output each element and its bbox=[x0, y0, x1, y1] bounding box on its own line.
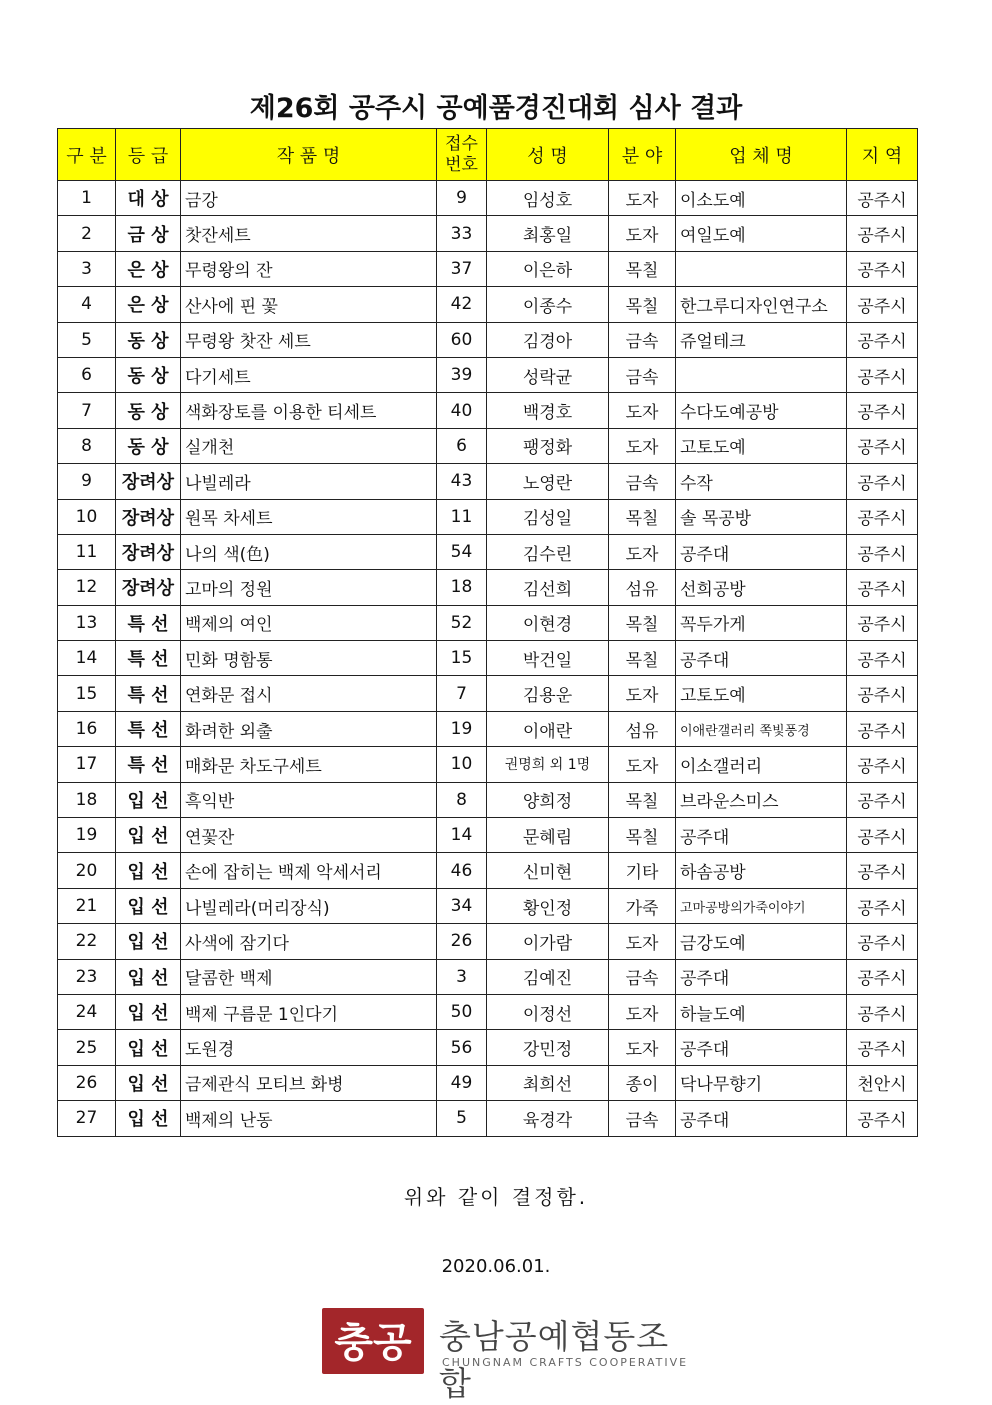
row-field: 목칠 bbox=[609, 818, 676, 853]
row-name: 노영란 bbox=[487, 464, 609, 499]
table-row bbox=[58, 534, 918, 569]
row-work: 실개천 bbox=[181, 428, 437, 463]
row-field: 도자 bbox=[609, 181, 676, 216]
row-field: 도자 bbox=[609, 994, 676, 1029]
col-header-company: 업 체 명 bbox=[676, 129, 847, 181]
row-region: 공주시 bbox=[847, 499, 918, 534]
row-company: 수다도예공방 bbox=[676, 393, 847, 428]
table-row bbox=[58, 322, 918, 357]
row-field: 도자 bbox=[609, 924, 676, 959]
row-field: 목칠 bbox=[609, 641, 676, 676]
row-work: 화려한 외출 bbox=[181, 711, 437, 746]
row-entry: 39 bbox=[437, 357, 487, 392]
document-date: 2020.06.01. bbox=[441, 1256, 551, 1277]
row-grade: 입 선 bbox=[116, 782, 181, 817]
row-work: 백제의 여인 bbox=[181, 605, 437, 640]
table-row bbox=[58, 357, 918, 392]
table-row bbox=[58, 464, 918, 499]
row-company: 공주대 bbox=[676, 534, 847, 569]
row-no: 14 bbox=[58, 641, 116, 676]
table-row bbox=[58, 216, 918, 251]
row-entry: 43 bbox=[437, 464, 487, 499]
row-field: 도자 bbox=[609, 216, 676, 251]
row-name: 팽정화 bbox=[487, 428, 609, 463]
table-header-row bbox=[58, 129, 918, 181]
row-entry: 54 bbox=[437, 534, 487, 569]
row-no: 16 bbox=[58, 711, 116, 746]
row-field: 도자 bbox=[609, 534, 676, 569]
row-field: 도자 bbox=[609, 1030, 676, 1065]
row-company: 공주대 bbox=[676, 641, 847, 676]
row-work: 나빌레라(머리장식) bbox=[181, 888, 437, 923]
col-header-name: 성 명 bbox=[487, 129, 609, 181]
row-no: 17 bbox=[58, 747, 116, 782]
row-company bbox=[676, 251, 847, 286]
row-no: 11 bbox=[58, 534, 116, 569]
row-company: 공주대 bbox=[676, 959, 847, 994]
row-region: 공주시 bbox=[847, 853, 918, 888]
row-region: 공주시 bbox=[847, 216, 918, 251]
row-field: 도자 bbox=[609, 393, 676, 428]
org-logo-icon bbox=[322, 1308, 424, 1374]
row-entry: 6 bbox=[437, 428, 487, 463]
row-no: 2 bbox=[58, 216, 116, 251]
org-name-english: CHUNGNAM CRAFTS COOPERATIVE bbox=[442, 1356, 689, 1369]
col-header-region: 지 역 bbox=[847, 129, 918, 181]
row-field: 목칠 bbox=[609, 499, 676, 534]
row-name: 강민정 bbox=[487, 1030, 609, 1065]
row-grade: 입 선 bbox=[116, 1030, 181, 1065]
row-region: 공주시 bbox=[847, 924, 918, 959]
table-row bbox=[58, 1065, 918, 1100]
row-work: 민화 명함통 bbox=[181, 641, 437, 676]
row-region: 공주시 bbox=[847, 357, 918, 392]
row-field: 목칠 bbox=[609, 251, 676, 286]
row-name: 양희정 bbox=[487, 782, 609, 817]
row-field: 금속 bbox=[609, 1101, 676, 1136]
row-no: 6 bbox=[58, 357, 116, 392]
row-grade: 입 선 bbox=[116, 924, 181, 959]
row-name: 문혜림 bbox=[487, 818, 609, 853]
col-header-grade: 등 급 bbox=[116, 129, 181, 181]
row-grade: 입 선 bbox=[116, 818, 181, 853]
row-work: 무령왕의 잔 bbox=[181, 251, 437, 286]
row-grade: 특 선 bbox=[116, 676, 181, 711]
row-region: 공주시 bbox=[847, 287, 918, 322]
table-row bbox=[58, 499, 918, 534]
row-grade: 동 상 bbox=[116, 393, 181, 428]
row-name: 김선희 bbox=[487, 570, 609, 605]
col-header-no: 구 분 bbox=[58, 129, 116, 181]
row-entry: 7 bbox=[437, 676, 487, 711]
org-signature bbox=[322, 1308, 702, 1403]
org-logo-text: 충공 bbox=[334, 1320, 412, 1366]
row-grade: 장려상 bbox=[116, 464, 181, 499]
row-grade: 특 선 bbox=[116, 641, 181, 676]
row-company: 쥬얼테크 bbox=[676, 322, 847, 357]
row-no: 20 bbox=[58, 853, 116, 888]
row-name: 최희선 bbox=[487, 1065, 609, 1100]
row-no: 25 bbox=[58, 1030, 116, 1065]
table-row bbox=[58, 605, 918, 640]
row-field: 종이 bbox=[609, 1065, 676, 1100]
row-field: 목칠 bbox=[609, 605, 676, 640]
row-grade: 동 상 bbox=[116, 357, 181, 392]
row-name: 황인정 bbox=[487, 888, 609, 923]
row-entry: 37 bbox=[437, 251, 487, 286]
closing-statement: 위와 같이 결정함. bbox=[403, 1185, 589, 1209]
row-work: 다기세트 bbox=[181, 357, 437, 392]
row-name: 박건일 bbox=[487, 641, 609, 676]
row-grade: 입 선 bbox=[116, 853, 181, 888]
row-no: 15 bbox=[58, 676, 116, 711]
row-region: 공주시 bbox=[847, 711, 918, 746]
row-name: 이정선 bbox=[487, 994, 609, 1029]
table-row bbox=[58, 711, 918, 746]
row-grade: 특 선 bbox=[116, 605, 181, 640]
row-entry: 42 bbox=[437, 287, 487, 322]
row-name: 이현경 bbox=[487, 605, 609, 640]
row-company: 공주대 bbox=[676, 1101, 847, 1136]
row-region: 공주시 bbox=[847, 251, 918, 286]
row-no: 10 bbox=[58, 499, 116, 534]
row-entry: 9 bbox=[437, 181, 487, 216]
row-region: 공주시 bbox=[847, 464, 918, 499]
row-company: 브라운스미스 bbox=[676, 782, 847, 817]
row-work: 흑익반 bbox=[181, 782, 437, 817]
row-no: 1 bbox=[58, 181, 116, 216]
row-company: 한그루디자인연구소 bbox=[676, 287, 847, 322]
table-row bbox=[58, 853, 918, 888]
col-header-entry bbox=[437, 129, 487, 181]
row-region: 공주시 bbox=[847, 393, 918, 428]
row-region: 공주시 bbox=[847, 959, 918, 994]
row-region: 공주시 bbox=[847, 994, 918, 1029]
row-no: 22 bbox=[58, 924, 116, 959]
row-region: 공주시 bbox=[847, 1101, 918, 1136]
row-name: 신미현 bbox=[487, 853, 609, 888]
row-entry: 52 bbox=[437, 605, 487, 640]
row-name: 최홍일 bbox=[487, 216, 609, 251]
row-work: 산사에 핀 꽃 bbox=[181, 287, 437, 322]
row-grade: 장려상 bbox=[116, 570, 181, 605]
row-field: 섬유 bbox=[609, 570, 676, 605]
row-company: 여일도예 bbox=[676, 216, 847, 251]
row-no: 24 bbox=[58, 994, 116, 1029]
row-entry: 49 bbox=[437, 1065, 487, 1100]
row-work: 나빌레라 bbox=[181, 464, 437, 499]
row-name: 김예진 bbox=[487, 959, 609, 994]
row-grade: 은 상 bbox=[116, 251, 181, 286]
row-entry: 3 bbox=[437, 959, 487, 994]
row-grade: 특 선 bbox=[116, 711, 181, 746]
row-no: 21 bbox=[58, 888, 116, 923]
table-row bbox=[58, 570, 918, 605]
row-no: 5 bbox=[58, 322, 116, 357]
row-region: 공주시 bbox=[847, 818, 918, 853]
row-work: 원목 차세트 bbox=[181, 499, 437, 534]
row-name: 이종수 bbox=[487, 287, 609, 322]
row-grade: 장려상 bbox=[116, 499, 181, 534]
row-region: 공주시 bbox=[847, 676, 918, 711]
row-company: 공주대 bbox=[676, 818, 847, 853]
row-grade: 금 상 bbox=[116, 216, 181, 251]
row-entry: 19 bbox=[437, 711, 487, 746]
row-grade: 동 상 bbox=[116, 322, 181, 357]
table-row bbox=[58, 888, 918, 923]
row-region: 공주시 bbox=[847, 747, 918, 782]
row-field: 도자 bbox=[609, 428, 676, 463]
col-header-entry-line1: 접수 bbox=[445, 133, 478, 154]
row-name: 이가람 bbox=[487, 924, 609, 959]
table-row bbox=[58, 959, 918, 994]
row-grade: 입 선 bbox=[116, 888, 181, 923]
row-company bbox=[676, 357, 847, 392]
row-grade: 입 선 bbox=[116, 1101, 181, 1136]
row-name: 성락균 bbox=[487, 357, 609, 392]
row-no: 7 bbox=[58, 393, 116, 428]
row-work: 연꽃잔 bbox=[181, 818, 437, 853]
row-work: 도원경 bbox=[181, 1030, 437, 1065]
row-name: 이애란 bbox=[487, 711, 609, 746]
row-work: 손에 잡히는 백제 악세서리 bbox=[181, 853, 437, 888]
row-no: 8 bbox=[58, 428, 116, 463]
row-name: 임성호 bbox=[487, 181, 609, 216]
row-work: 색화장토를 이용한 티세트 bbox=[181, 393, 437, 428]
row-region: 천안시 bbox=[847, 1065, 918, 1100]
table-row bbox=[58, 747, 918, 782]
table-row bbox=[58, 924, 918, 959]
row-work: 고마의 정원 bbox=[181, 570, 437, 605]
row-region: 공주시 bbox=[847, 534, 918, 569]
row-grade: 입 선 bbox=[116, 994, 181, 1029]
row-company: 꼭두가게 bbox=[676, 605, 847, 640]
row-company: 선희공방 bbox=[676, 570, 847, 605]
row-work: 달콤한 백제 bbox=[181, 959, 437, 994]
row-region: 공주시 bbox=[847, 428, 918, 463]
row-entry: 56 bbox=[437, 1030, 487, 1065]
row-work: 금강 bbox=[181, 181, 437, 216]
row-company: 닥나무향기 bbox=[676, 1065, 847, 1100]
row-company: 수작 bbox=[676, 464, 847, 499]
table-row bbox=[58, 428, 918, 463]
row-no: 27 bbox=[58, 1101, 116, 1136]
row-entry: 33 bbox=[437, 216, 487, 251]
row-work: 매화문 차도구세트 bbox=[181, 747, 437, 782]
page-title: 제26회 공주시 공예품경진대회 심사 결과 bbox=[249, 93, 743, 124]
table-row bbox=[58, 818, 918, 853]
row-work: 연화문 접시 bbox=[181, 676, 437, 711]
row-region: 공주시 bbox=[847, 181, 918, 216]
row-work: 백제의 난동 bbox=[181, 1101, 437, 1136]
row-company: 이소도예 bbox=[676, 181, 847, 216]
row-region: 공주시 bbox=[847, 888, 918, 923]
col-header-field: 분 야 bbox=[609, 129, 676, 181]
row-company: 금강도예 bbox=[676, 924, 847, 959]
row-entry: 34 bbox=[437, 888, 487, 923]
row-no: 4 bbox=[58, 287, 116, 322]
results-table bbox=[57, 128, 918, 1137]
row-no: 23 bbox=[58, 959, 116, 994]
table-row bbox=[58, 1101, 918, 1136]
row-field: 목칠 bbox=[609, 287, 676, 322]
row-entry: 26 bbox=[437, 924, 487, 959]
row-company: 이소갤러리 bbox=[676, 747, 847, 782]
row-field: 섬유 bbox=[609, 711, 676, 746]
table-row bbox=[58, 641, 918, 676]
row-company: 하늘도예 bbox=[676, 994, 847, 1029]
row-field: 도자 bbox=[609, 676, 676, 711]
row-region: 공주시 bbox=[847, 570, 918, 605]
row-grade: 특 선 bbox=[116, 747, 181, 782]
row-no: 18 bbox=[58, 782, 116, 817]
table-row bbox=[58, 994, 918, 1029]
table-body bbox=[58, 181, 918, 1137]
row-company: 공주대 bbox=[676, 1030, 847, 1065]
row-entry: 8 bbox=[437, 782, 487, 817]
table-row bbox=[58, 181, 918, 216]
table-row bbox=[58, 393, 918, 428]
row-region: 공주시 bbox=[847, 1030, 918, 1065]
row-company: 고토도예 bbox=[676, 676, 847, 711]
row-name: 육경각 bbox=[487, 1101, 609, 1136]
row-no: 26 bbox=[58, 1065, 116, 1100]
table-row bbox=[58, 1030, 918, 1065]
row-entry: 11 bbox=[437, 499, 487, 534]
row-company: 하솜공방 bbox=[676, 853, 847, 888]
row-field: 금속 bbox=[609, 959, 676, 994]
row-region: 공주시 bbox=[847, 641, 918, 676]
row-field: 기타 bbox=[609, 853, 676, 888]
row-no: 12 bbox=[58, 570, 116, 605]
org-name-korean: 충남공예협동조합 bbox=[439, 1317, 670, 1403]
table-row bbox=[58, 251, 918, 286]
row-no: 13 bbox=[58, 605, 116, 640]
row-entry: 60 bbox=[437, 322, 487, 357]
row-entry: 40 bbox=[437, 393, 487, 428]
row-work: 금제관식 모티브 화병 bbox=[181, 1065, 437, 1100]
table-row bbox=[58, 287, 918, 322]
row-name: 이은하 bbox=[487, 251, 609, 286]
row-grade: 입 선 bbox=[116, 959, 181, 994]
row-company: 이애란갤러리 쪽빛풍경 bbox=[676, 711, 847, 746]
row-grade: 입 선 bbox=[116, 1065, 181, 1100]
row-name: 김수린 bbox=[487, 534, 609, 569]
table-row bbox=[58, 676, 918, 711]
row-work: 사색에 잠기다 bbox=[181, 924, 437, 959]
row-entry: 18 bbox=[437, 570, 487, 605]
row-field: 목칠 bbox=[609, 782, 676, 817]
row-name: 김용운 bbox=[487, 676, 609, 711]
row-region: 공주시 bbox=[847, 322, 918, 357]
row-work: 찻잔세트 bbox=[181, 216, 437, 251]
row-work: 나의 색(色) bbox=[181, 534, 437, 569]
row-entry: 14 bbox=[437, 818, 487, 853]
row-name: 권명희 외 1명 bbox=[487, 747, 609, 782]
row-company: 고마공방의가죽이야기 bbox=[676, 888, 847, 923]
row-field: 도자 bbox=[609, 747, 676, 782]
row-name: 김성일 bbox=[487, 499, 609, 534]
row-entry: 15 bbox=[437, 641, 487, 676]
row-entry: 10 bbox=[437, 747, 487, 782]
row-no: 3 bbox=[58, 251, 116, 286]
row-work: 무령왕 찻잔 세트 bbox=[181, 322, 437, 357]
row-entry: 50 bbox=[437, 994, 487, 1029]
row-grade: 장려상 bbox=[116, 534, 181, 569]
row-company: 솔 목공방 bbox=[676, 499, 847, 534]
row-work: 백제 구름문 1인다기 bbox=[181, 994, 437, 1029]
row-region: 공주시 bbox=[847, 782, 918, 817]
row-field: 금속 bbox=[609, 357, 676, 392]
col-header-entry-line2: 번호 bbox=[445, 154, 478, 175]
col-header-work: 작 품 명 bbox=[181, 129, 437, 181]
row-name: 김경아 bbox=[487, 322, 609, 357]
table-row bbox=[58, 782, 918, 817]
row-field: 금속 bbox=[609, 322, 676, 357]
row-no: 9 bbox=[58, 464, 116, 499]
row-field: 금속 bbox=[609, 464, 676, 499]
row-entry: 5 bbox=[437, 1101, 487, 1136]
row-name: 백경호 bbox=[487, 393, 609, 428]
row-field: 가죽 bbox=[609, 888, 676, 923]
row-grade: 은 상 bbox=[116, 287, 181, 322]
row-grade: 대 상 bbox=[116, 181, 181, 216]
row-company: 고토도예 bbox=[676, 428, 847, 463]
row-region: 공주시 bbox=[847, 605, 918, 640]
row-no: 19 bbox=[58, 818, 116, 853]
row-grade: 동 상 bbox=[116, 428, 181, 463]
row-entry: 46 bbox=[437, 853, 487, 888]
